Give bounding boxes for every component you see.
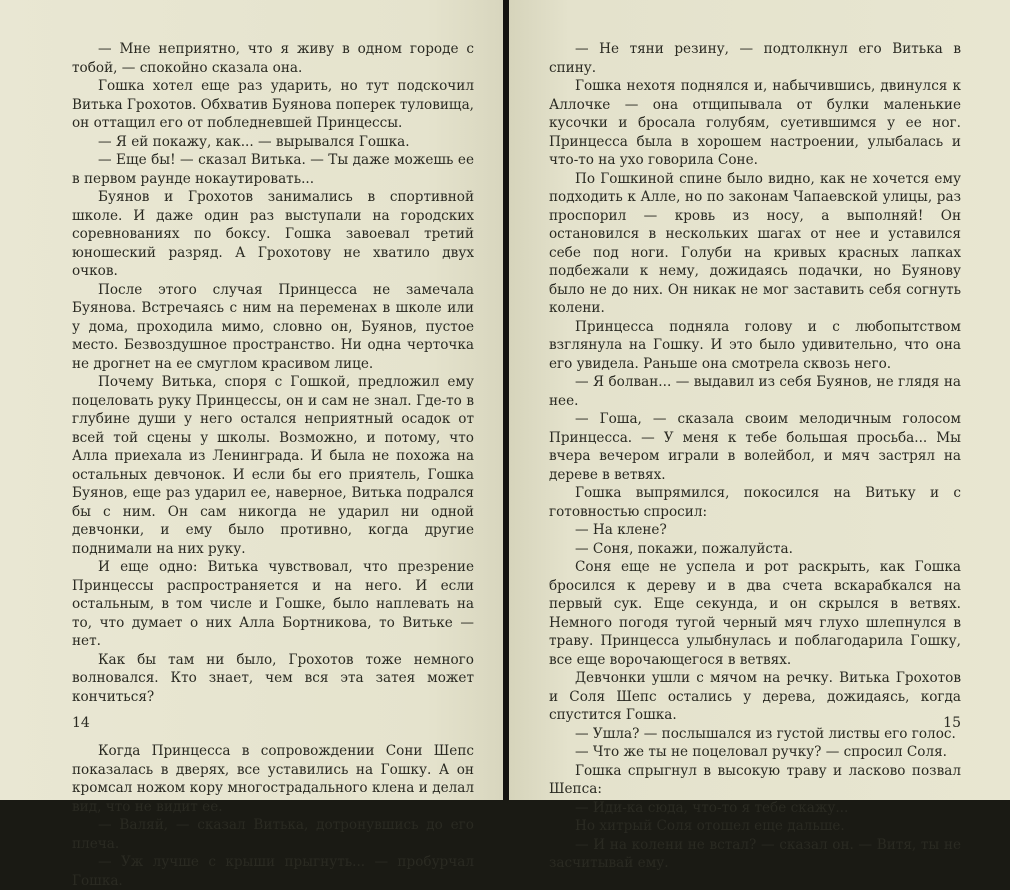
paragraph: Гошка хотел еще раз ударить, но тут подскочил Витька Грохотов. Обхватив Буянова поперек туловища, он оттащил его от побледневшей Принцессы.	[72, 78, 474, 131]
page-number-left: 14	[72, 715, 90, 731]
paragraph: Но хитрый Соля отошел еще дальше.	[575, 818, 845, 834]
paragraph: После этого случая Принцесса не замечала Буянова. Встречаясь с ним на переменах в школе или у дома, проходила мимо, словно он, Буянов, пустое место. Безвоздушное пространство. Ни одна черточка не дрогнет на ее смуглом красивом лице.	[72, 281, 474, 372]
paragraph: — Соня, покажи, пожалуйста.	[575, 540, 793, 557]
paragraph: Гошка нехотя поднялся и, набычившись, двинулся к Аллочке — она отщипывала от булки маленькие кусочки и бросала голубям, суетившимся у ее ног. Принцесса была в хорошем настроении, улыбалась и что-то на ухо говорила Соне.	[549, 78, 961, 168]
paragraph: — На клене?	[575, 522, 667, 538]
paragraph: — Не тяни резину, — подтолкнул его Витька в спину.	[549, 41, 961, 76]
left-page	[0, 0, 503, 889]
paragraph: Соня еще не успела и рот раскрыть, как Гошка бросился к дереву и в два счета вскарабкался на первый сук. Еще секунда, и он скрылся в ветвях. Немного погодя тугой черный мяч глухо шлепнулся в траву. Принцесса улыбнулась и поблагодарила Гошку, все еще ворочающегося в ветвях.	[549, 559, 961, 668]
paragraph: Почему Витька, споря с Гошкой, предложил ему поцеловать руку Принцессы, он и сам не знал. Где-то в глубине души у него остался неприятный осадок от всей той сцены у школы. Возможно, и потому, что Алла приехала из Ленинграда. И была не похожа на остальных девчонок. И если бы его приятель, Гошка Буянов, еще раз ударил ее, наверное, Витька подрался бы с ним. Он сам никогда не ударил ни одной девчонки, и ему было противно, когда другие поднимали на них руку.	[72, 374, 474, 557]
paragraph: Гошка выпрямился, покосился на Витьку и с готовностью спросил:	[549, 485, 961, 520]
paragraph: — Уж лучше с крыши прыгнуть... — пробурчал Гошка.	[72, 854, 474, 889]
paragraph: — Ушла? — послышался из густой листвы его голос.	[575, 725, 956, 742]
right-page-text	[549, 40, 961, 873]
left-page-text	[72, 40, 474, 890]
paragraph: — Иди-ка сюда, что-то я тебе скажу...	[575, 799, 849, 816]
paragraph: По Гошкиной спине было видно, как не хочется ему подходить к Алле, но по законам Чапаевской улицы, раз проспорил — кровь из носу, а выполняй! Он остановился в нескольких шагах от нее и уставился себе под ноги. Голуби на кривых красных лапках подбежали к нему, дожидаясь подачки, но Буянову было не до них. Он никак не мог заставить себя согнуть колени.	[549, 170, 961, 316]
page-number-right: 15	[943, 715, 961, 731]
paragraph-after-section-break: Когда Принцесса в сопровождении Сони Шепс показалась в дверях, все уставились на Гошку. А он кромсал ножом кору многострадального клена и делал вид, что не видит ее.	[72, 743, 474, 815]
paragraph: Гошка спрыгнул в высокую траву и ласково позвал Шепса:	[549, 762, 961, 797]
paragraph: Принцесса подняла голову и с любопытством взглянула на Гошку. И это было удивительно, что она его увидела. Раньше она смотрела сквозь него.	[549, 318, 961, 372]
paragraph: Буянов и Грохотов занимались в спортивной школе. И даже один раз выступали на городских соревнованиях по боксу. Гошка завоевал третий юношеский разряд. А Грохотову не хватило двух очков.	[72, 189, 474, 279]
paragraph: Как бы там ни было, Грохотов тоже немного волновался. Кто знает, чем вся эта затея может кончиться?	[72, 651, 474, 705]
paragraph: — Я болван... — выдавил из себя Буянов, не глядя на нее.	[549, 374, 961, 409]
paragraph: — И на колени не встал? — сказал он. — Витя, ты не засчитывай ему.	[549, 836, 961, 871]
paragraph: — Гоша, — сказала своим мелодичным голосом Принцесса. — У меня к тебе большая просьба... Мы вчера вечером играли в волейбол, и мяч застрял на дереве в ветвях.	[549, 411, 961, 483]
paragraph: Девчонки ушли с мячом на речку. Витька Грохотов и Соля Шепс остались у дерева, дожидаясь, когда спустится Гошка.	[549, 670, 961, 723]
paragraph: И еще одно: Витька чувствовал, что презрение Принцессы распространяется и на него. И если остальным, в том числе и Гошке, было наплевать на то, что думает о них Алла Бортникова, то Витьке — нет.	[72, 559, 474, 649]
paragraph: — Валяй, — сказал Витька, дотронувшись до его плеча.	[72, 817, 474, 852]
right-page	[509, 0, 1010, 871]
paragraph: — Мне неприятно, что я живу в одном городе с тобой, — спокойно сказала она.	[72, 41, 474, 76]
paragraph: — Я ей покажу, как... — вырывался Гошка.	[98, 133, 410, 150]
paragraph: — Что же ты не поцеловал ручку? — спросил Соля.	[575, 744, 947, 760]
paragraph: — Еще бы! — сказал Витька. — Ты даже можешь ее в первом раунде нокаутировать...	[72, 152, 474, 187]
